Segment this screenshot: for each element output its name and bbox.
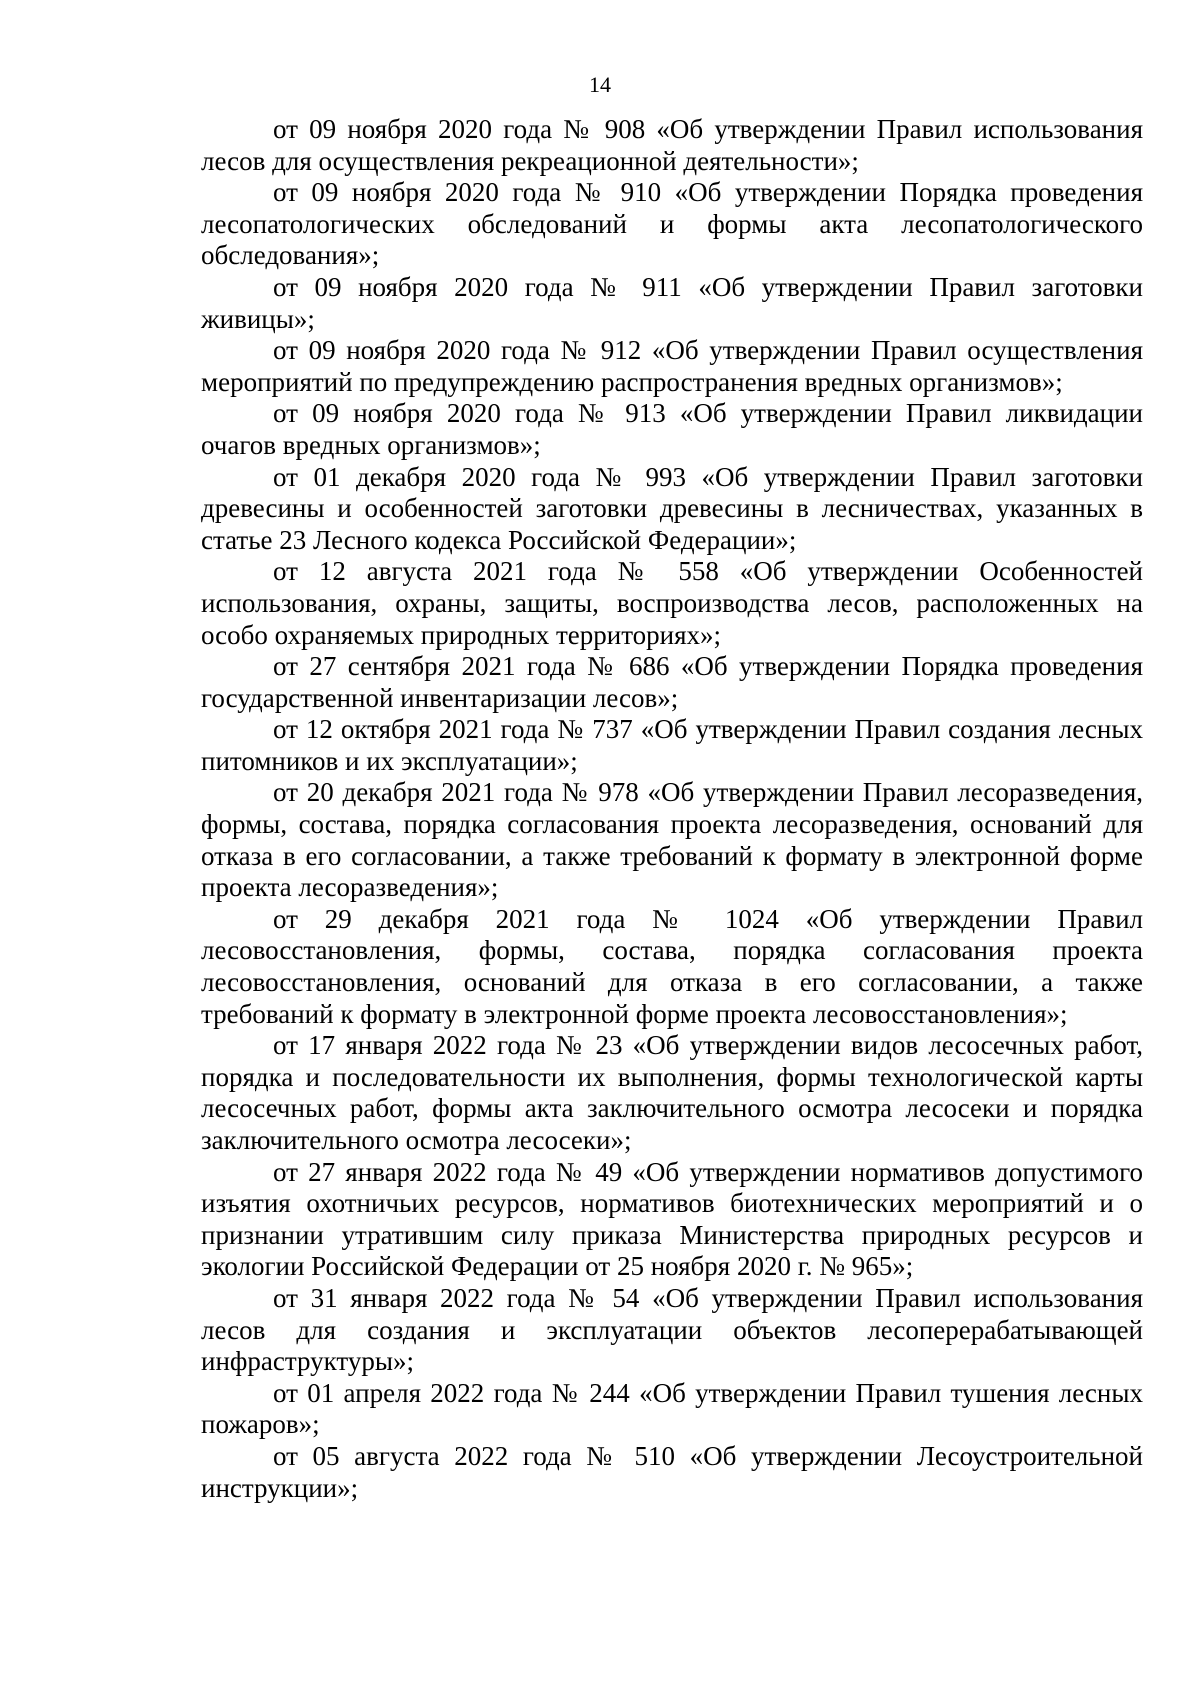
list-item: от 09 ноября 2020 года № 908 «Об утверждении Правил использования лесов для осуществления рекреационной деятельности»; bbox=[201, 114, 1143, 176]
list-item: от 29 декабря 2021 года № 1024 «Об утверждении Правил лесовосстановления, формы, состава, порядка согласования проекта лесовосстановления, оснований для отказа в его согласовании, а также требований к формату в электронной форме проекта лесовосстановления»; bbox=[201, 903, 1143, 1029]
list-item: от 09 ноября 2020 года № 911 «Об утверждении Правил заготовки живицы»; bbox=[201, 271, 1143, 334]
list-item: от 09 ноября 2020 года № 913 «Об утверждении Правил ликвидации очагов вредных организмов»; bbox=[201, 398, 1143, 460]
list-item: от 05 августа 2022 года № 510 «Об утверждении Лесоустроительной инструкции»; bbox=[201, 1440, 1143, 1503]
list-item: от 27 января 2022 года № 49 «Об утверждении нормативов допустимого изъятия охотничьих ресурсов, нормативов биотехнических мероприятий и о признании утратившим силу приказа Министерства природных ресурсов и экологии Российской Федерации от 25 ноября 2020 г. № 965»; bbox=[201, 1156, 1143, 1282]
list-item: от 01 декабря 2020 года № 993 «Об утверждении Правил заготовки древесины и особенностей заготовки древесины в лесничествах, указанных в статье 23 Лесного кодекса Российской Федерации»; bbox=[201, 461, 1143, 555]
list-item: от 20 декабря 2021 года № 978 «Об утверждении Правил лесоразведения, формы, состава, порядка согласования проекта лесоразведения, оснований для отказа в его согласовании, а также требований к формату в электронной форме проекта лесоразведения»; bbox=[201, 777, 1143, 903]
list-item: от 09 ноября 2020 года № 910 «Об утверждении Порядка проведения лесопатологических обследований и формы акта лесопатологического обследования»; bbox=[201, 177, 1143, 271]
list-item: от 12 августа 2021 года № 558 «Об утверждении Особенностей использования, охраны, защиты, воспроизводства лесов, расположенных на особо охраняемых природных территориях»; bbox=[201, 556, 1143, 650]
document-body bbox=[201, 114, 1143, 1504]
list-item: от 09 ноября 2020 года № 912 «Об утверждении Правил осуществления мероприятий по предупреждению распространения вредных организмов»; bbox=[201, 335, 1143, 397]
page-number: 14 bbox=[589, 72, 611, 97]
list-item: от 31 января 2022 года № 54 «Об утверждении Правил использования лесов для создания и эксплуатации объектов лесоперерабатывающей инфраструктуры»; bbox=[201, 1282, 1143, 1377]
list-item: от 27 сентября 2021 года № 686 «Об утверждении Порядка проведения государственной инвентаризации лесов»; bbox=[201, 651, 1143, 713]
list-item: от 01 апреля 2022 года № 244 «Об утверждении Правил тушения лесных пожаров»; bbox=[201, 1377, 1143, 1440]
list-item: от 12 октября 2021 года № 737 «Об утверждении Правил создания лесных питомников и их эксплуатации»; bbox=[201, 714, 1143, 776]
list-item: от 17 января 2022 года № 23 «Об утверждении видов лесосечных работ, порядка и последовательности их выполнения, формы технологической карты лесосечных работ, формы акта заключительного осмотра лесосеки и порядка заключительного осмотра лесосеки»; bbox=[201, 1030, 1143, 1155]
